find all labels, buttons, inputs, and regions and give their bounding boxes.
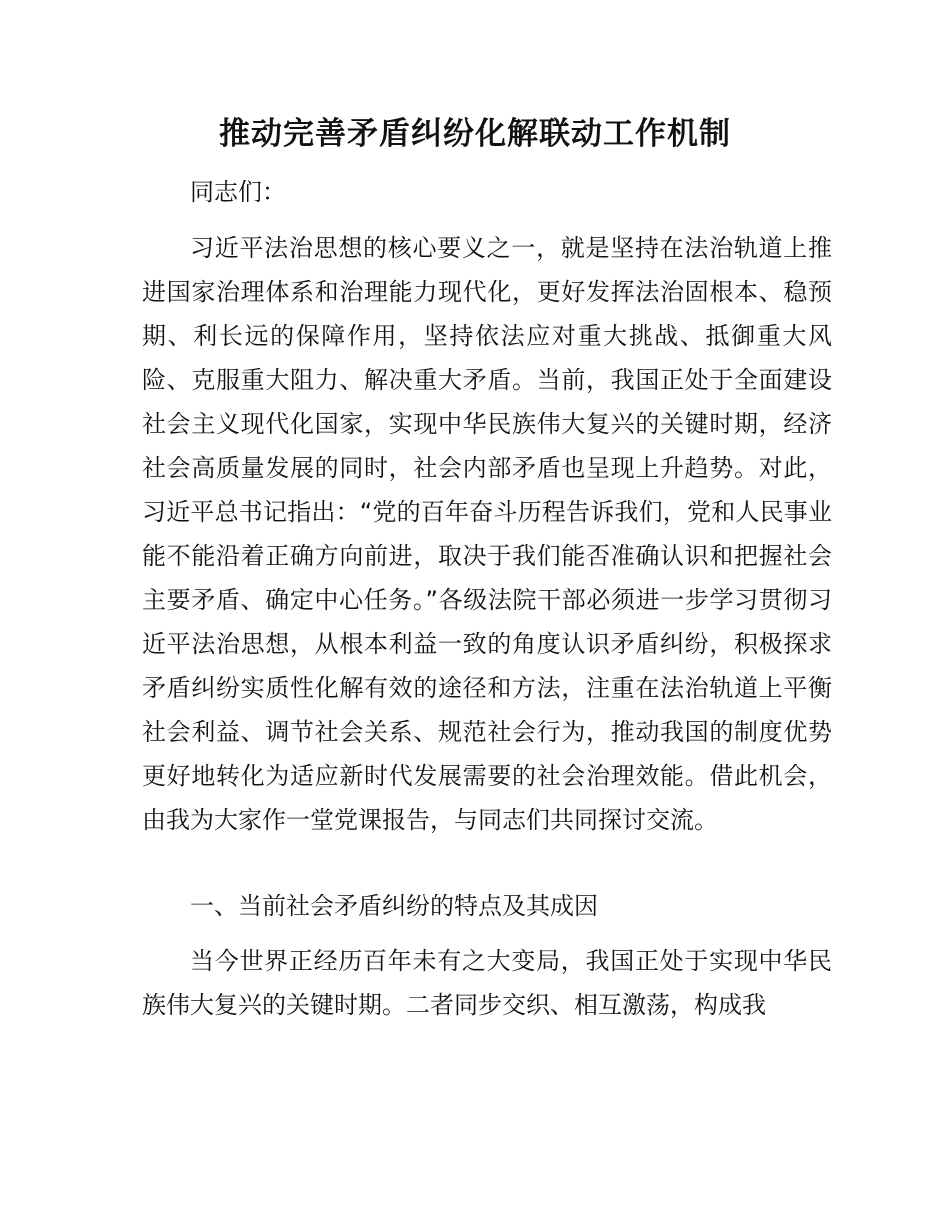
paragraph-intro: 习近平法治思想的核心要义之一，就是坚持在法治轨道上推进国家治理体系和治理能力现代化，更好发挥法治固根本、稳预期、利长远的保障作用，坚持依法应对重大挑战、抵御重大风险、克服重大阻力、解决重大矛盾。当前，我国正处于全面建设社会主义现代化国家，实现中华民族伟大复兴的关键时期，经济社会高质量发展的同时，社会内部矛盾也呈现上升趋势。对此，习近平总书记指出：“党的百年奋斗历程告诉我们，党和人民事业能不能沿着正确方向前进，取决于我们能否准确认识和把握社会主要矛盾、确定中心任务。”各级法院干部必须进一步学习贯彻习近平法治思想，从根本利益一致的角度认识矛盾纠纷，积极探求矛盾纠纷实质性化解有效的途径和方法，注重在法治轨道上平衡社会利益、调节社会关系、规范社会行为，推动我国的制度优势更好地转化为适应新时代发展需要的社会治理效能。借此机会，由我为大家作一堂党课报告，与同志们共同探讨交流。 xyxy=(142,234,832,834)
document-title: 推动完善矛盾纠纷化解联动工作机制 xyxy=(219,116,731,152)
paragraph-section-one: 当今世界正经历百年未有之大变局，我国正处于实现中华民族伟大复兴的关键时期。二者同步交织、相互激荡，构成我 xyxy=(142,947,832,1019)
section-heading: 一、当前社会矛盾纠纷的特点及其成因 xyxy=(190,892,598,920)
salutation: 同志们： xyxy=(190,178,286,206)
